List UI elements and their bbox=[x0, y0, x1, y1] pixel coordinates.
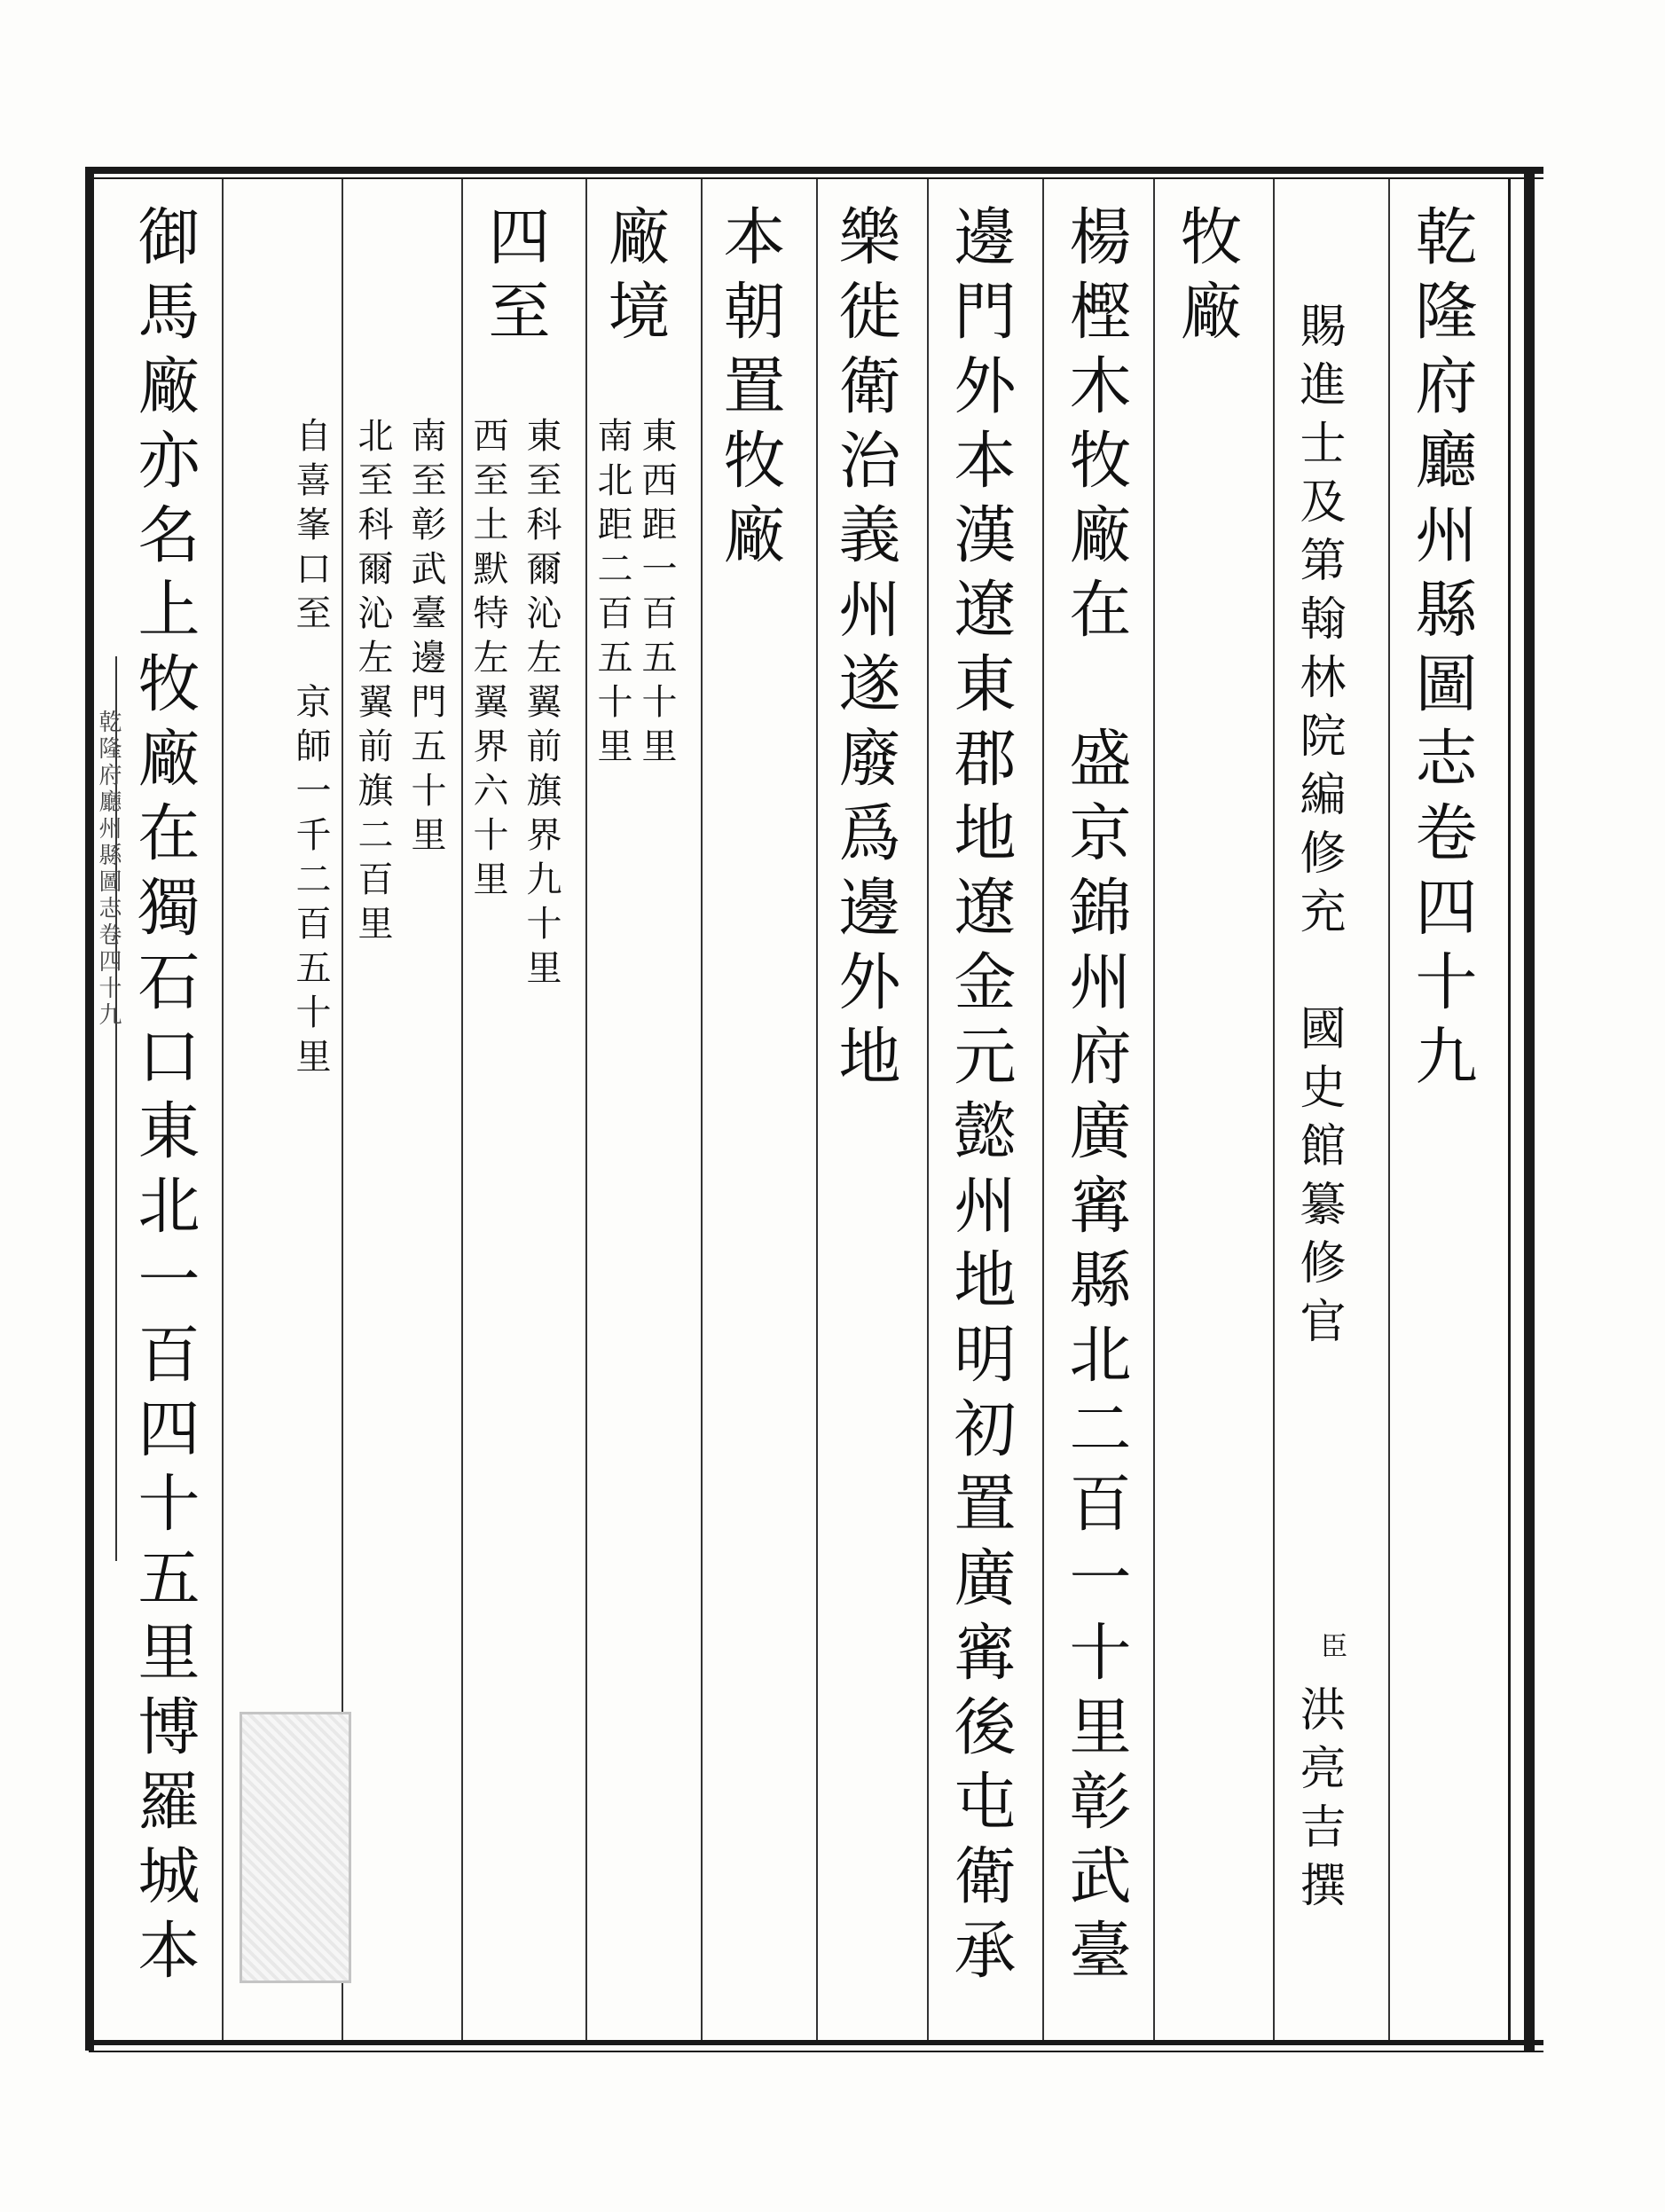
entry-benchao: 本朝置牧廠 bbox=[713, 204, 786, 577]
changjing-line: 東西距一百五十里 bbox=[636, 417, 677, 772]
frame-right-rule-inner bbox=[1508, 177, 1511, 2040]
frame-top-rule bbox=[89, 167, 1543, 174]
frame-bottom-rule-inner bbox=[89, 2051, 1543, 2052]
column-divider bbox=[816, 179, 818, 2040]
seal-stamp bbox=[240, 1712, 351, 1983]
frame-bottom-rule bbox=[89, 2040, 1543, 2045]
fold-margin-text: 乾隆府廳州縣圖志卷四十九 bbox=[95, 710, 122, 1029]
sizhi-line-capital: 自喜峯口至 京師一千二百五十里 bbox=[290, 417, 331, 1082]
entry-lexi: 樂徙衛治義州遂廢爲邊外地 bbox=[829, 204, 901, 1098]
author-name: 洪亮吉撰 bbox=[1292, 1685, 1345, 1919]
volume-title: 乾隆府廳州縣圖志卷四十九 bbox=[1405, 204, 1478, 1098]
frame-right-rule bbox=[1524, 167, 1535, 2051]
sizhi-line-east: 東至科爾沁左翼前旗界九十里 bbox=[521, 417, 562, 993]
changjing-heading: 廠境 bbox=[598, 204, 671, 353]
column-divider bbox=[701, 179, 703, 2040]
author-minister-mark: 臣 bbox=[1316, 1632, 1347, 1659]
sizhi-line-north: 北至科爾沁左翼前旗二百里 bbox=[352, 417, 393, 949]
section-title: 牧廠 bbox=[1170, 204, 1243, 353]
author-title-line: 賜進士及第翰林院編修充 國史館纂修官 bbox=[1292, 302, 1345, 1355]
sizhi-line-south: 南至彰武臺邊門五十里 bbox=[405, 417, 446, 860]
sizhi-line-west: 西至土默特左翼界六十里 bbox=[467, 417, 508, 905]
column-divider bbox=[1042, 179, 1044, 2040]
column-divider bbox=[1153, 179, 1155, 2040]
entry-yuma: 御馬廠亦名上牧廠在獨石口東北一百四十五里博羅城本 bbox=[128, 204, 200, 1992]
sizhi-heading: 四至 bbox=[478, 204, 551, 353]
column-divider bbox=[585, 179, 587, 2040]
column-divider bbox=[927, 179, 929, 2040]
entry-yang-muchang: 楊樫木牧廠在 盛京錦州府廣寗縣北二百一十里彰武臺 bbox=[1059, 204, 1132, 1992]
entry-bianmen: 邊門外本漢遼東郡地遼金元懿州地明初置廣寗後屯衛承 bbox=[944, 204, 1017, 1992]
column-divider bbox=[222, 179, 224, 2040]
column-divider bbox=[1388, 179, 1390, 2040]
column-divider bbox=[461, 179, 463, 2040]
column-divider bbox=[1273, 179, 1275, 2040]
changjing-line: 南北距二百五十里 bbox=[592, 417, 632, 772]
